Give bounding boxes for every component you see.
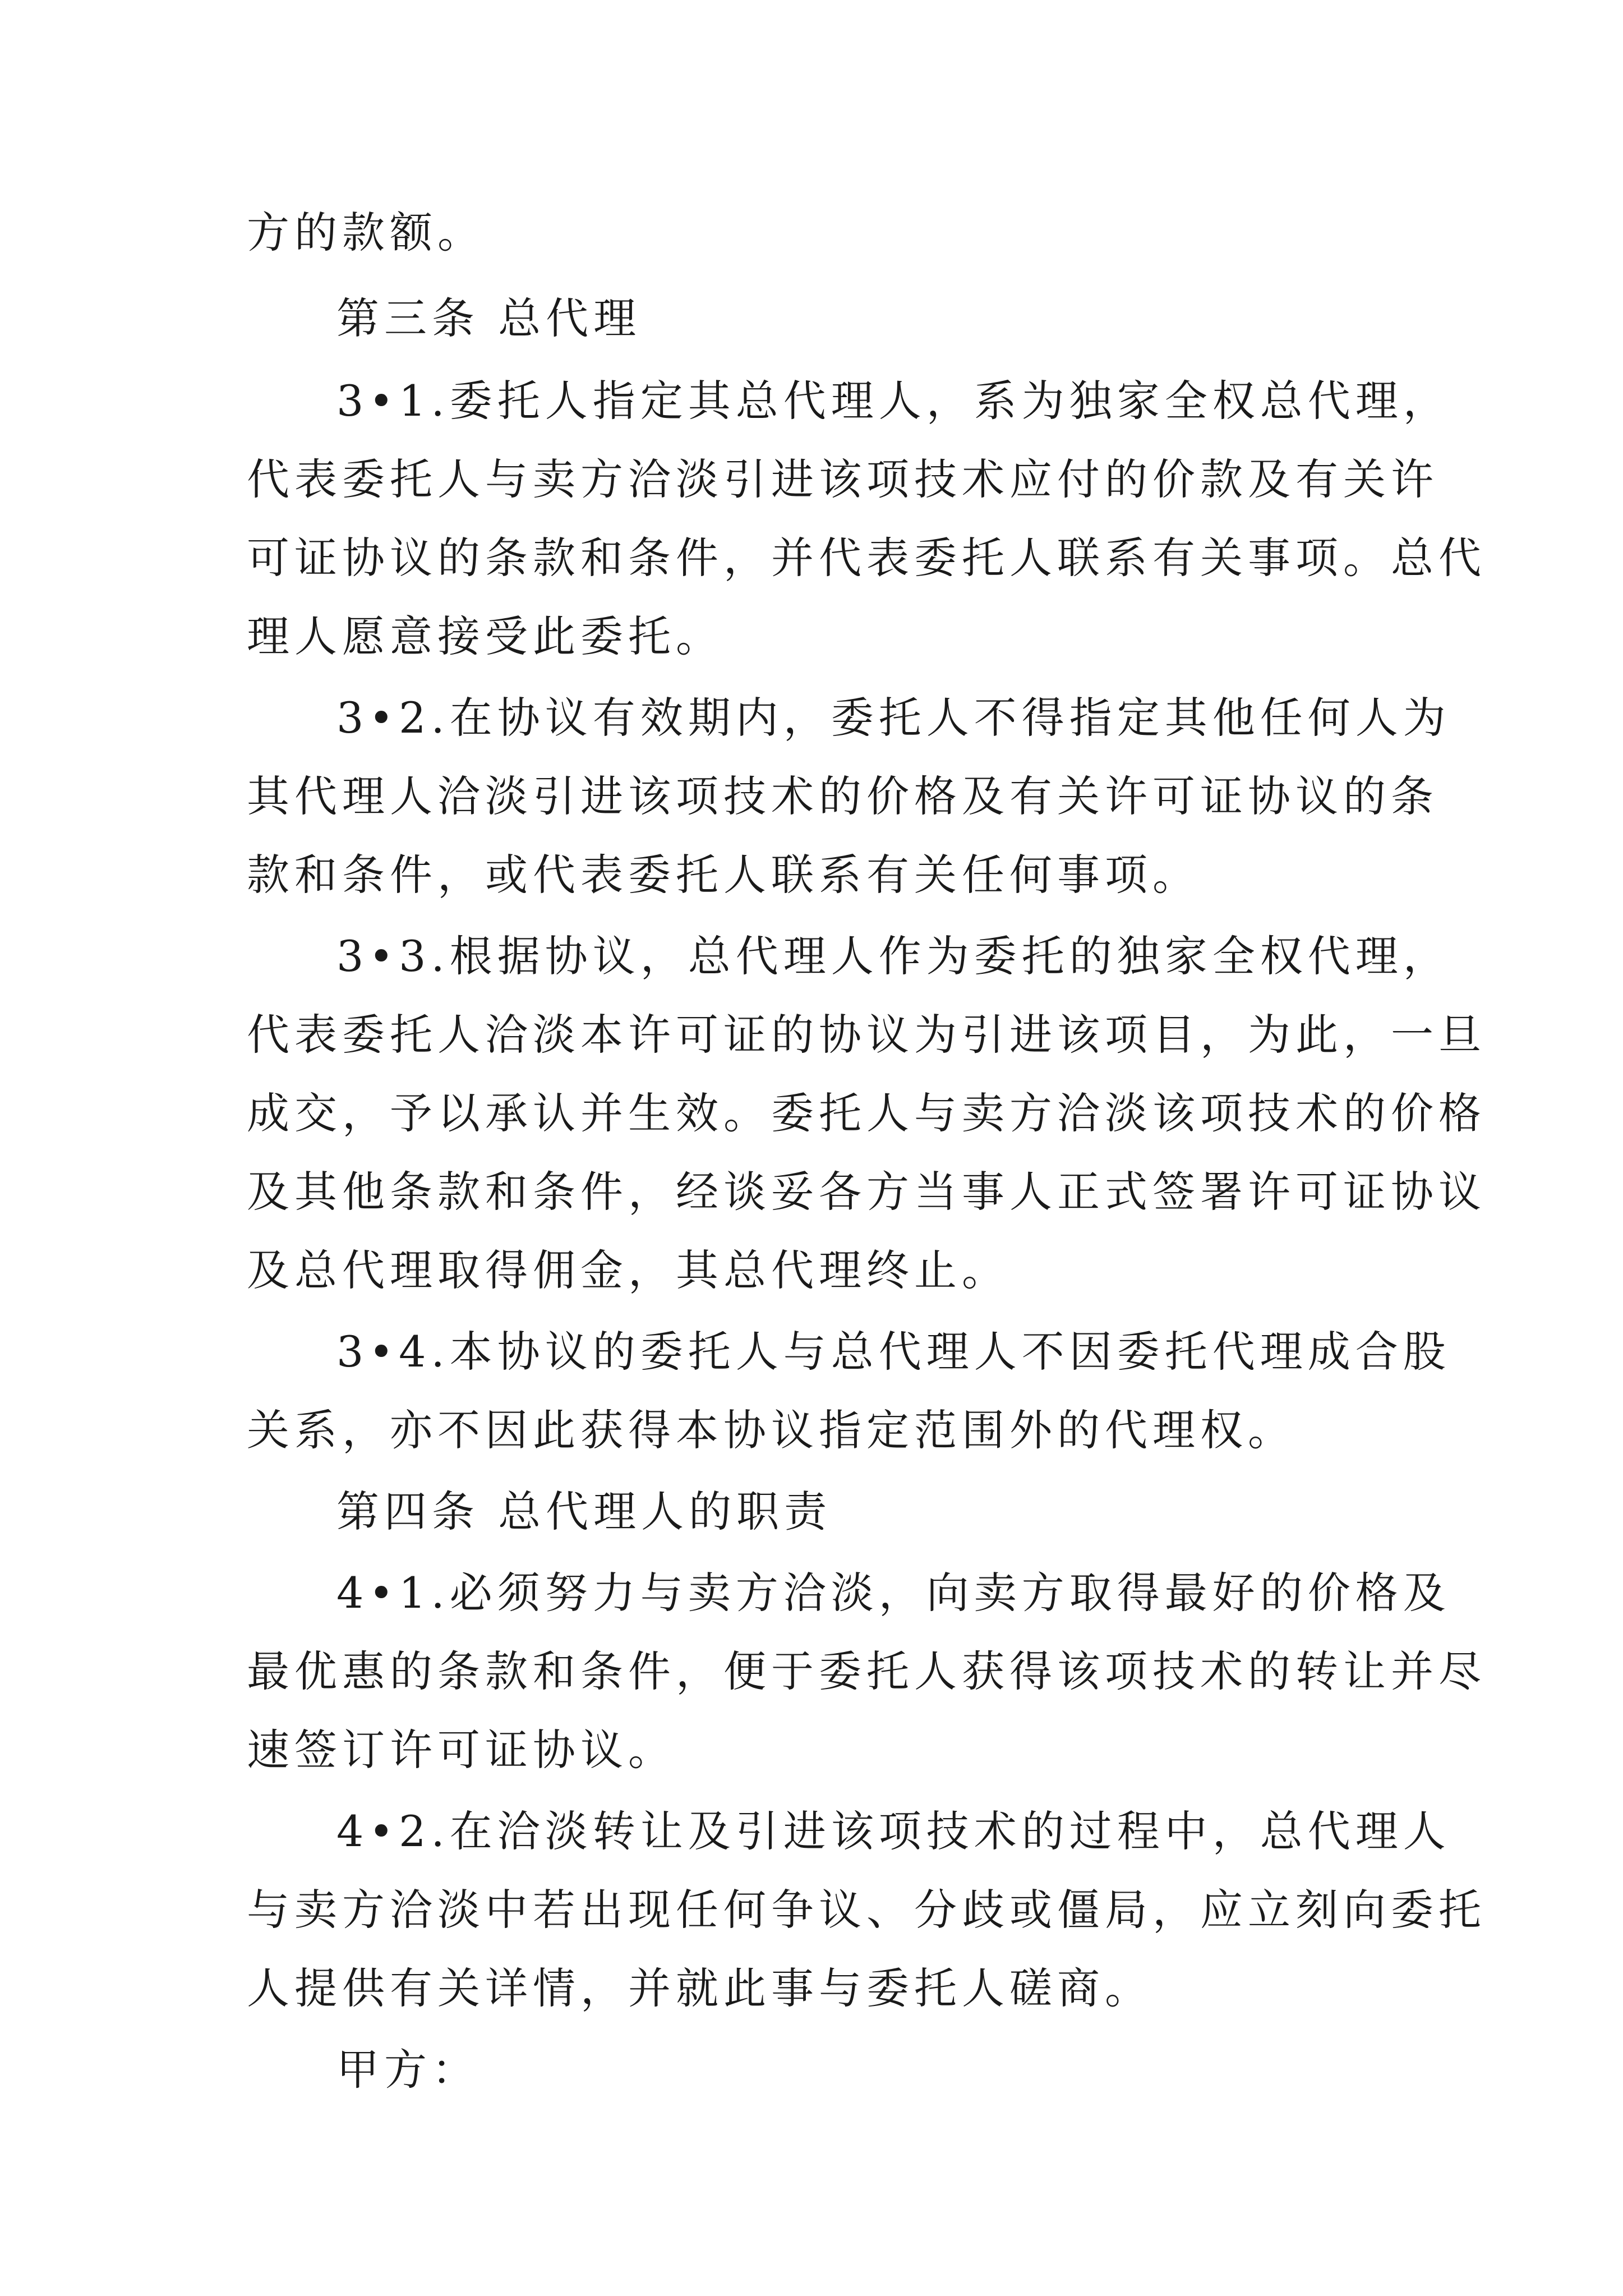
text-line: 成交，予以承认并生效。委托人与卖方洽淡该项技术的价格	[247, 1088, 1486, 1138]
text-line: 款和条件，或代表委托人联系有关任何事项。	[247, 850, 1200, 900]
text-line: 其代理人洽淡引进该项技术的价格及有关许可证协议的条	[247, 771, 1438, 821]
text-line: 代表委托人与卖方洽淡引进该项技术应付的价款及有关许	[247, 454, 1438, 504]
text-line: 与卖方洽淡中若出现任何争议、分歧或僵局，应立刻向委托	[247, 1885, 1486, 1935]
section-heading-4: 第四条 总代理人的职责	[336, 1487, 832, 1536]
text-line: 关系，亦不因此获得本协议指定范围外的代理权。	[247, 1405, 1295, 1455]
section-heading-3: 第三条 总代理	[336, 293, 642, 343]
text-line: 最优惠的条款和条件，便于委托人获得该项技术的转让并尽	[247, 1646, 1486, 1696]
text-line: 及其他条款和条件，经谈妥各方当事人正式签署许可证协议	[247, 1167, 1486, 1217]
text-line: 理人愿意接受此委托。	[247, 611, 723, 661]
text-line: 人提供有关详情，并就此事与委托人磋商。	[247, 1963, 1152, 2013]
text-line: 3•2.在协议有效期内，委托人不得指定其他任何人为	[336, 693, 1451, 743]
text-line: 3•4.本协议的委托人与总代理人不因委托代理成合股	[336, 1327, 1451, 1377]
text-line: 4•2.在洽淡转让及引进该项技术的过程中，总代理人	[336, 1806, 1451, 1856]
text-line: 速签订许可证协议。	[247, 1725, 676, 1775]
text-line: 4•1.必须努力与卖方洽淡，向卖方取得最好的价格及	[336, 1568, 1451, 1618]
party-a-label: 甲方：	[336, 2045, 479, 2095]
text-line: 及总代理取得佣金，其总代理终止。	[247, 1245, 1009, 1295]
text-line: 代表委托人洽淡本许可证的协议为引进该项目，为此，一旦	[247, 1010, 1486, 1060]
text-line: 方的款额。	[247, 208, 485, 257]
text-line: 3•3.根据协议，总代理人作为委托的独家全权代理，	[336, 931, 1451, 981]
text-line: 3•1.委托人指定其总代理人，系为独家全权总代理，	[336, 376, 1451, 426]
text-line: 可证协议的条款和条件，并代表委托人联系有关事项。总代	[247, 533, 1486, 583]
